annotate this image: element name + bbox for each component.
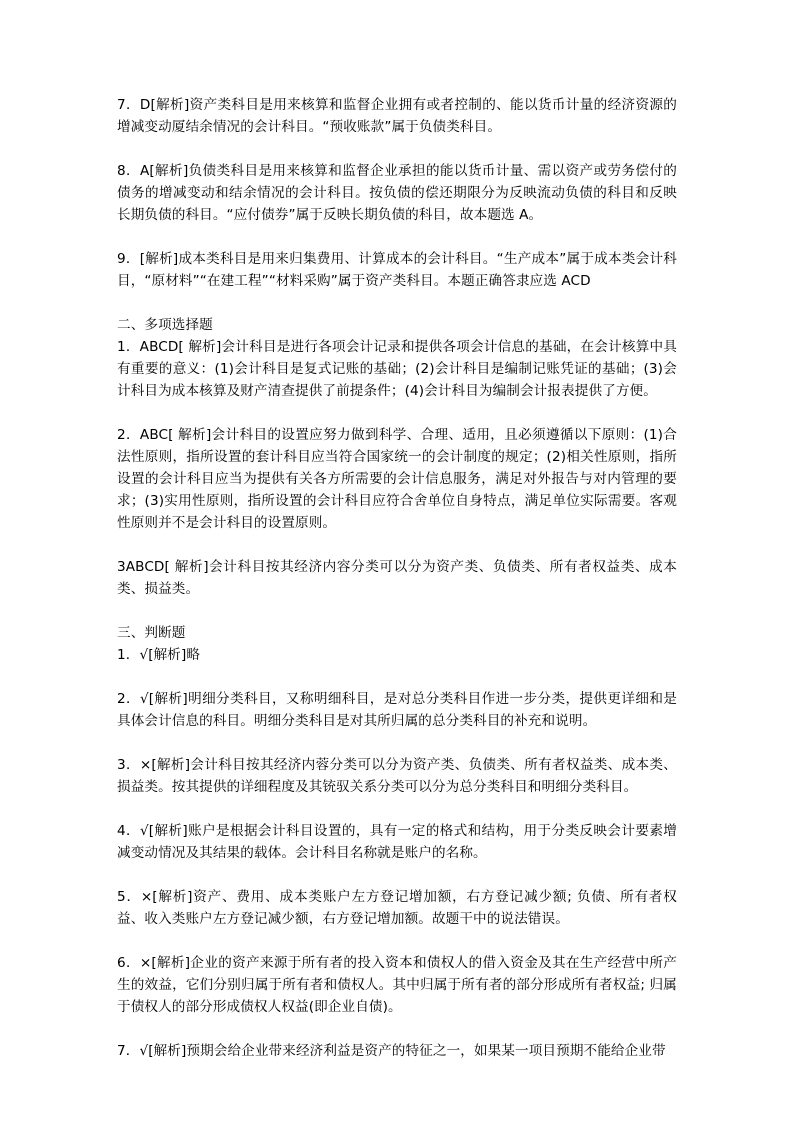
answer-paragraph-9: 3．×[解析]会计科目按其经济内蓉分类可以分为资产类、负债类、所有者权益类、成本类、损益类。按其提供的详细程度及其铳驭关系分类可以分为总分类科目和明细分类科目。	[117, 757, 677, 795]
answer-paragraph-2: 8．A[解析]负债类科目是用来核算和监督企业承担的能以货币计量、需以资产或劳务偿付的债务的增减变动和结余情况的会计科目。按负债的偿还期限分为反映流动负债的科目和反映长期负债的科目。“应付债券”属于反映长期负债的科目，故本题选 A。	[117, 163, 677, 223]
answer-paragraph-1: 7．D[解析]资产类科目是用来核算和监督企业拥有或者控制的、能以货币计量的经济资源的增减变动厦结余情况的会计科目。“预收账款”属于负债类科目。	[117, 97, 677, 135]
answer-paragraph-5: 2．ABC[ 解析]会计科目的设置应努力做到科学、合理、适用，且必须遵循以下原则：(1)合法性原则，指所设置的套计科目应当符合国家统一的会计制度的规定；(2)相关性原则，指所设置的会计科目应当为提供有关各方所需要的会计信息服务，满足对外报告与对内管理的要求；(3)实用性原则，指所设置的会计科目应符合舍单位自身特点，满足单位实际需要。客观性原则并不是会计科目的设置原则。	[117, 427, 677, 531]
answer-paragraph-3: 9．[解析]成本类科目是用来归集费用、计算成本的会计科目。“生产成本”属于成本类会计科目，“原材料”“在建工程”“材料采购”属于资产类科目。本题正确答隶应选 ACD	[117, 251, 677, 289]
answer-paragraph-10: 4．√[解析]账户是根据会计科目设置的，具有一定的格式和结构，用于分类反映会计要素增减变动情况及其结果的载体。会计科目名称就是账户的名称。	[117, 823, 677, 861]
answer-paragraph-13: 7．√[解析]预期会给企业带来经济利益是资产的特征之一，如果某一项目预期不能给企业带	[117, 1043, 666, 1059]
answer-paragraph-6: 3ABCD[ 解析]会计科目按其经济内容分类可以分为资产类、负债类、所有者权益类、成本类、损益类。	[117, 559, 677, 597]
section-heading-multiple-choice: 二、多项选择题	[117, 317, 213, 333]
document-page	[117, 94, 677, 1062]
answer-paragraph-11: 5．×[解析]资产、费用、成本类账户左方登记增加额，右方登记减少额; 负债、所有者权益、收入类账户左方登记减少额，右方登记增加额。故题干中的说法错误。	[117, 889, 677, 927]
section-heading-true-false: 三、判断题	[117, 625, 186, 641]
answer-paragraph-7: 1．√[解析]略	[117, 647, 201, 663]
answer-paragraph-8: 2．√[解析]明细分类科目，又称明细科目，是对总分类科目作进一步分类，提供更详细和是具体会计信息的科目。明细分类科目是对其所归属的总分类科目的补充和说明。	[117, 691, 677, 729]
answer-paragraph-4: 1．ABCD[ 解析]会计科目是进行各项会计记录和提供各项会计信息的基础，在会计核算中具有重要的意义：(1)会计科目是复式记账的基础；(2)会计科目是编制记账凭证的基础；(3)会计科目为成本核算及财产清查提供了前提条件；(4)会计科目为编制会计报表提供了方便。	[117, 339, 677, 399]
answer-paragraph-12: 6．×[解析]企业的资产来源于所有者的投入资本和债权人的借入资金及其在生产经营中所产生的效益，它们分别归属于所有者和债权人。其中归属于所有者的部分形成所有者权益; 归属于债权人的部分形成债权人权益(即企业自债)。	[117, 955, 677, 1015]
